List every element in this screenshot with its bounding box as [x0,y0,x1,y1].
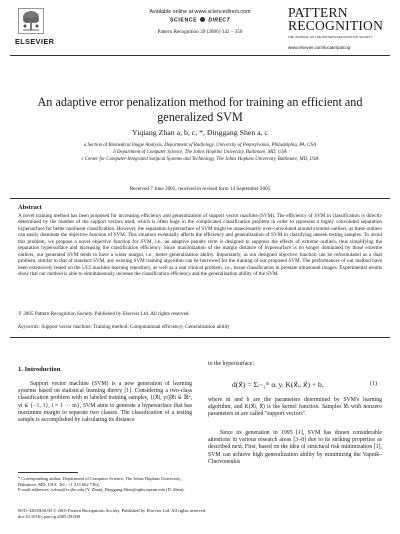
journal-subtitle: THE JOURNAL OF THE PATTERN RECOGNITION SOCIETY [288,35,373,39]
sciencedirect-dot-icon [200,17,205,22]
abstract-top-rule [10,198,390,199]
journal-citation: Pattern Recognition 39 (2006) 342 – 350 [157,29,243,35]
header-rule [10,55,390,56]
article-title: An adaptive error penalization method for training an efficient and generalized SVM [37,95,363,124]
abstract-bottom-rule [10,337,390,338]
journal-title-line2: RECOGNITION [288,18,384,33]
article-authors: Yiqiang Zhan a, b, c, *, Dinggang Shen a, c [132,128,268,137]
sciencedirect-logo-left: SCIENCE [169,17,198,24]
intro-right-paragraph-2: Since its generation in 1995 [1], SVM has drawn considerable attentions in various research areas [3–8] due to its striking properties as described next. First, based on the idea of structural risk minimization [1], SVM can achieve high generalization ability by minimizing the Vapnik–Chervonenkis [208,430,382,465]
journal-title [288,6,388,32]
elsevier-wordmark: ELSEVIER [15,37,55,46]
doi-line: doi:10.1016/j.patcog.2005.09.008 [18,513,81,519]
footnote [18,476,192,493]
equation-1-number: (1) [370,381,377,387]
keywords-list: Support vector machine; Training method; Computational efficiency; Generalization ability [41,324,230,330]
abstract-copyright: © 2005 Pattern Recognition Society. Published by Elsevier Ltd. All rights reserved. [18,311,190,317]
intro-right-intro: to the hypersurface: [208,361,255,367]
keywords [18,324,230,330]
issn-line: 0031-3203/$30.00 © 2005 Pattern Recognition Society. Published by Elsevier Ltd. All rights reserved. [18,508,207,513]
intro-right-paragraph-1: where αi and b are the parameters determined by SVM's learning algorithm, and K(x⃗i, x⃗) is the kernel function. Samples x⃗i with nonzero parameters αi are called "support vectors". [208,397,382,418]
affiliation-b: b Department of Computer Science, The Johns Hopkins University, Baltimore, MD, USA [113,150,287,155]
intro-left-column: Support vector machine (SVM) is a new generation of learning systems based on statistical learning theory [1]. Considering a two-class classification problem with m labeled training samples, {(x⃗i, yi)|x⃗i ∈ ℝⁿ, yi ∈ {−1, 1}, i = 1 ··· m}, SVM aims to generate a hypersurface that has maximum margin to separate two classes. The classification of a testing sample is accomplished by calculating its distance [18,381,192,424]
received-dates: Received 7 June 2005; received in revised form 14 September 2005 [129,186,271,192]
footnote-rule [18,472,78,473]
journal-title-line1: PATTERN [288,5,348,20]
affiliation-c: c Center for Computer-Integrated Surgical Systems and Technology, The Johns Hopkins University, Baltimore, MD, USA [81,157,319,162]
elsevier-tree-logo-icon [18,8,44,34]
footnote-corresponding-author: * Corresponding author. Department of Computer Science, The Johns Hopkins University, Baltimore, MD, USA. Tel.: +1 215 662 7362. [18,476,181,487]
footnote-emails: E-mail addresses: yzhan@cs.jhu.edu (Y. Zhan), Dinggang.Shen@uphs.upenn.edu (D. Shen). [18,487,185,493]
journal-url: www.elsevier.com/locate/patcog [288,45,351,50]
keywords-label: Keywords: [18,324,41,330]
abstract-heading: Abstract [18,204,42,211]
abstract-body: A novel training method has been proposed for increasing efficiency and generalization of support vector machine (SVM). The efficiency of SVM in classification is directly determined by the number of the support vectors used, which is often huge in the complicated classification problem in order to represent a highly convoluted separation hypersurface for better nonlinear classification. However, the separation hypersurface of SVM might be unnecessarily over-convoluted around extreme outliers, as these outliers can easily dominate the objective function of SVM. This situation eventually affects the efficiency and generalization of SVM in classifying unseen testing samples. To avoid this problem, we propose a novel objective function for SVM, i.e., an adaptive penalty term is designed to suppress the effects of extreme outliers, thus simplifying the separation hypersurface and increasing the classification efficiency. Since maximization of the margin distance of hypersurface is no longer dominated by those extreme outliers, our generated SVM tends to have a wider margin, i.e., better generalization ability. Importantly, as our designed objective function can be reformulated as a dual problem, similar to that of standard SVM, any existing SVM training algorithm can be borrowed for the training of our proposed SVM. The performances of our method have been extensively tested on the UCI machine learning repository, as well as a real clinical problem, i.e., tissue classification in prostate ultrasound images. Experimental results show that our method is able to simultaneously increase the classification efficiency and the generalization ability of the SVM. [18,213,382,278]
sciencedirect-logo-right: DIRECT [208,17,231,24]
affiliation-a: a Section of Biomedical Image Analysis, Department of Radiology, University of Pennsylvania, Philadelphia, PA, USA [84,143,316,148]
issn-block [18,508,378,519]
section-heading-introduction: 1. Introduction [18,366,61,373]
available-online-text: Available online at www.sciencedirect.com [149,9,251,15]
equation-1: d(x⃗) = Σᵢ₌₁ᵐ αᵢ yᵢ K(x⃗ᵢ, x⃗) + b, [232,380,324,389]
